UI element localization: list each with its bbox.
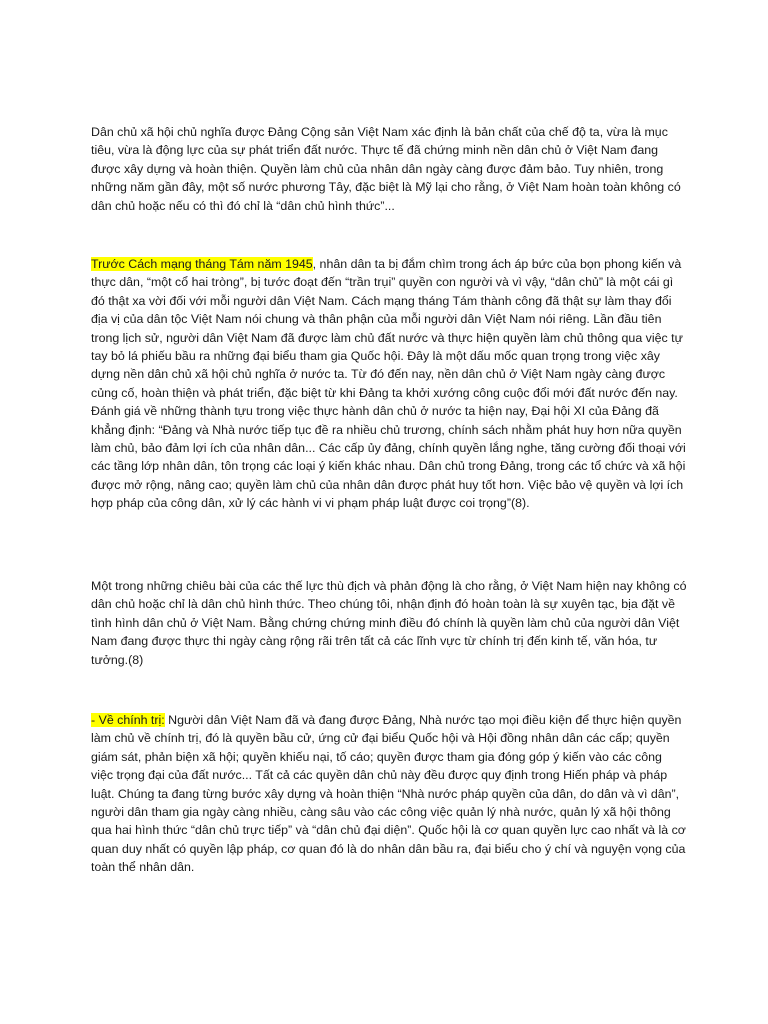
paragraph-text: Người dân Việt Nam đã và đang được Đảng, Nhà nước tạo mọi điều kiện để thực hiện quyền làm chủ về chính trị, đó là quyền bầu cử, ứng cử đại biểu Quốc hội và Hội đồng nhân dân các cấp; quyền giám sát, phản biện xã hội; quyền khiếu nại, tố cáo; quyền được tham gia đóng góp ý kiến vào các công việc trọng đại của đất nước... Tất cả các quyền dân chủ này đều được quy định trong Hiến pháp và pháp luật. Chúng ta đang từng bước xây dựng và hoàn thiện “Nhà nước pháp quyền của dân, do dân và vì dân”, người dân tham gia ngày càng nhiều, càng sâu vào các công việc quản lý nhà nước, quản lý xã hội thông qua hai hình thức “dân chủ trực tiếp” và “dân chủ đại diện”. Quốc hội là cơ quan quyền lực cao nhất và là cơ quan duy nhất có quyền lập pháp, cơ quan đó là do nhân dân bầu ra, đại biểu cho ý chí và nguyện vọng của toàn thể nhân dân. <box>91 713 686 875</box>
paragraph-politics <box>91 711 687 877</box>
paragraph-text: Dân chủ xã hội chủ nghĩa được Đảng Cộng sản Việt Nam xác định là bản chất của chế độ ta, vừa là mục tiêu, vừa là động lực của sự phát triển đất nước. Thực tế đã chứng minh nền dân chủ ở Việt Nam đang được xây dựng và hoàn thiện. Quyền làm chủ của nhân dân ngày càng được đảm bảo. Tuy nhiên, trong những năm gần đây, một số nước phương Tây, đặc biệt là Mỹ lại cho rằng, ở Việt Nam hoàn toàn không có dân chủ hoặc nếu có thì đó chỉ là “dân chủ hình thức”... <box>91 125 681 213</box>
paragraph-text: , nhân dân ta bị đắm chìm trong ách áp bức của bọn phong kiến và thực dân, “một cổ hai tròng”, bị tước đoạt đến “trần trụi” quyền con người và vì vậy, “dân chủ” là một cái gì đó thật xa vời đối với mỗi người dân Việt Nam. Cách mạng tháng Tám thành công đã thật sự làm thay đổi địa vị của dân tộc Việt Nam nói chung và thân phận của mỗi người dân Việt Nam nói riêng. Lần đầu tiên trong lịch sử, người dân Việt Nam đã được làm chủ đất nước và thực hiện quyền làm chủ thông qua việc tự tay bỏ lá phiếu bầu ra những đại biểu tham gia Quốc hội. Đây là một dấu mốc quan trọng trong việc xây dựng nền dân chủ xã hội chủ nghĩa ở nước ta. Từ đó đến nay, nền dân chủ ở Việt Nam ngày càng được củng cố, hoàn thiện và phát triển, đặc biệt từ khi Đảng ta khởi xướng công cuộc đổi mới đất nước đến nay. Đánh giá về những thành tựu trong việc thực hành dân chủ ở nước ta hiện nay, Đại hội XI của Đảng đã khẳng định: “Đảng và Nhà nước tiếp tục đề ra nhiều chủ trương, chính sách nhằm phát huy hơn nữa quyền làm chủ, bảo đảm lợi ích của nhân dân... Các cấp ủy đảng, chính quyền lắng nghe, tăng cường đối thoại với các tầng lớp nhân dân, tôn trọng các loại ý kiến khác nhau. Dân chủ trong Đảng, trong các tổ chức và xã hội được mở rộng, nâng cao; quyền làm chủ của nhân dân được phát huy tốt hơn. Việc bảo vệ quyền và lợi ích hợp pháp của công dân, xử lý các hành vi vi phạm pháp luật được coi trọng”(8). <box>91 257 686 511</box>
paragraph-rebuttal <box>91 577 687 669</box>
highlighted-phrase: - Về chính trị: <box>91 713 165 727</box>
paragraph-text: Một trong những chiêu bài của các thế lực thù địch và phản động là cho rằng, ở Việt Nam hiện nay không có dân chủ hoặc chỉ là dân chủ hình thức. Theo chúng tôi, nhận định đó hoàn toàn là sự xuyên tạc, bịa đặt về tình hình dân chủ ở Việt Nam. Bằng chứng chứng minh điều đó chính là quyền làm chủ của người dân Việt Nam đang được thực thi ngày càng rộng rãi trên tất cả các lĩnh vực từ chính trị đến kinh tế, văn hóa, tư tưởng.(8) <box>91 579 687 667</box>
highlighted-phrase: Trước Cách mạng tháng Tám năm 1945 <box>91 257 313 271</box>
paragraph-history <box>91 255 687 513</box>
paragraph-intro <box>91 123 687 215</box>
